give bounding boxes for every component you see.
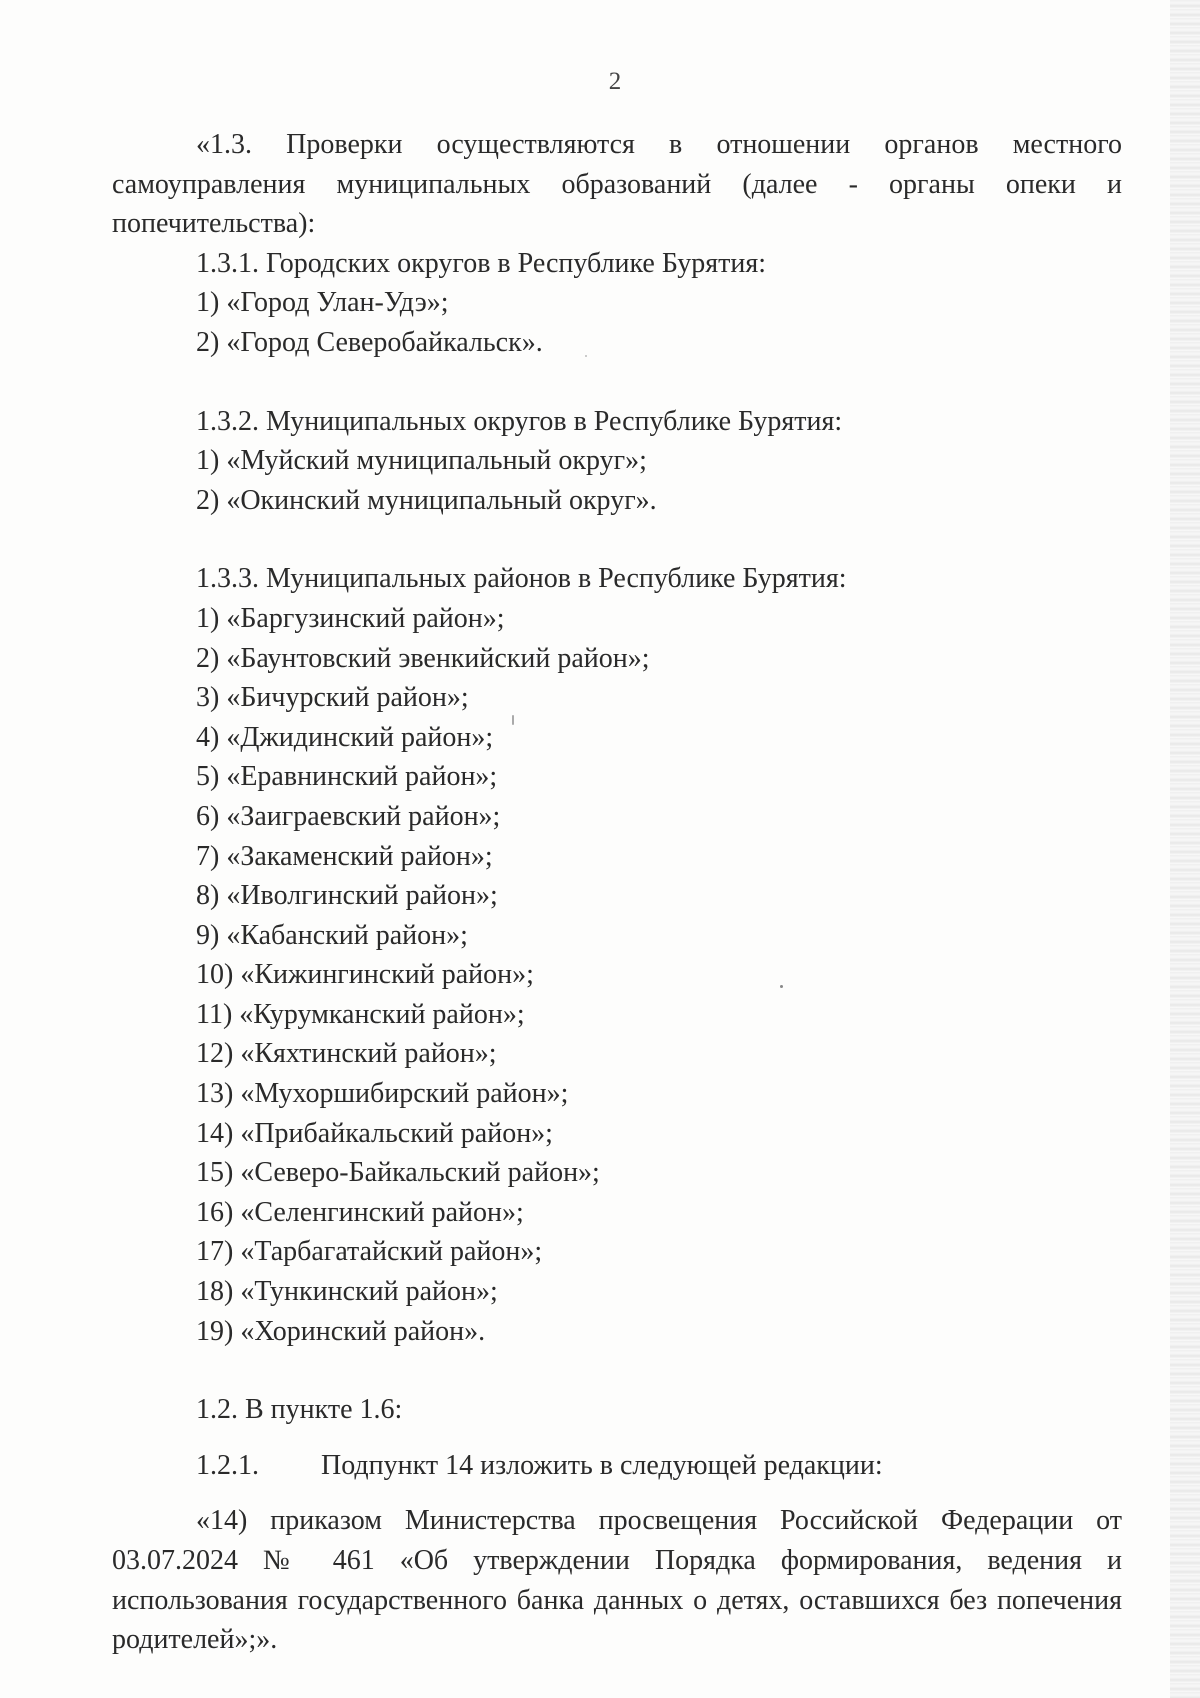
- subsection-1-2-1-text: Подпункт 14 изложить в следующей редакции:: [321, 1449, 883, 1481]
- list-item: 2) «Окинский муниципальный округ».: [196, 484, 657, 516]
- list-item: 11) «Курумканский район»;: [196, 998, 525, 1030]
- subsection-1-3-2-heading: 1.3.2. Муниципальных округов в Республике Бурятия:: [196, 405, 843, 437]
- list-item: 12) «Кяхтинский район»;: [196, 1038, 497, 1070]
- scan-speck: [512, 715, 514, 725]
- scan-speck: [585, 355, 587, 357]
- list-item: 1) «Баргузинский район»;: [196, 602, 505, 634]
- list-item: 18) «Тункинский район»;: [196, 1276, 498, 1308]
- list-item: 17) «Тарбагатайский район»;: [196, 1236, 543, 1268]
- quoted-amendment: «14) приказом Министерства просвещения Российской Федерации от 03.07.2024 № 461 «Об утверждении Порядка формирования, ведения и использования государственного банка данных о детях, оставшихся без попечения родителей»;».: [112, 1505, 1122, 1656]
- list-item: 2) «Город Северобайкальск».: [196, 326, 543, 358]
- list-item: 4) «Джидинский район»;: [196, 721, 494, 753]
- list-item: 9) «Кабанский район»;: [196, 919, 468, 951]
- list-item: 16) «Селенгинский район»;: [196, 1196, 524, 1228]
- subsection-1-2-1-number: 1.2.1.: [196, 1449, 259, 1481]
- list-item: 14) «Прибайкальский район»;: [196, 1117, 553, 1149]
- list-item: 2) «Баунтовский эвенкийский район»;: [196, 642, 650, 674]
- subsection-1-2-1: [112, 1446, 1122, 1486]
- list-item: 8) «Иволгинский район»;: [196, 880, 498, 912]
- list-item: 6) «Заиграевский район»;: [196, 800, 501, 832]
- page-number: 2: [608, 68, 622, 95]
- list-item: 1) «Муйский муниципальный округ»;: [196, 445, 647, 477]
- list-item: 15) «Северо-Байкальский район»;: [196, 1157, 600, 1189]
- section-1-2-heading: 1.2. В пункте 1.6:: [196, 1394, 403, 1426]
- subsection-1-3-1-heading: 1.3.1. Городских округов в Республике Бурятия:: [196, 247, 766, 279]
- list-item: 19) «Хоринский район».: [196, 1315, 486, 1347]
- spacer: [112, 520, 1122, 559]
- spacer: [112, 1485, 1122, 1501]
- section-1-3-intro: «1.3. Проверки осуществляются в отношении органов местного самоуправления муниципальных образований (далее - органы опеки и попечительства):: [112, 129, 1122, 240]
- list-item: 5) «Еравнинский район»;: [196, 761, 498, 793]
- subsection-1-3-3-heading: 1.3.3. Муниципальных районов в Республике Бурятия:: [196, 563, 847, 595]
- document-body: [112, 125, 1122, 1660]
- list-item: 13) «Мухоршибирский район»;: [196, 1078, 569, 1110]
- spacer: [112, 1351, 1122, 1390]
- spacer: [112, 363, 1122, 402]
- list-item: 1) «Город Улан-Удэ»;: [196, 287, 449, 319]
- list-item: 3) «Бичурский район»;: [196, 682, 469, 714]
- spacer: [112, 1430, 1122, 1446]
- list-item: 10) «Кижингинский район»;: [196, 959, 534, 991]
- scan-speck: [780, 985, 783, 988]
- scan-edge-strip: [1170, 0, 1200, 1698]
- list-item: 7) «Закаменский район»;: [196, 840, 493, 872]
